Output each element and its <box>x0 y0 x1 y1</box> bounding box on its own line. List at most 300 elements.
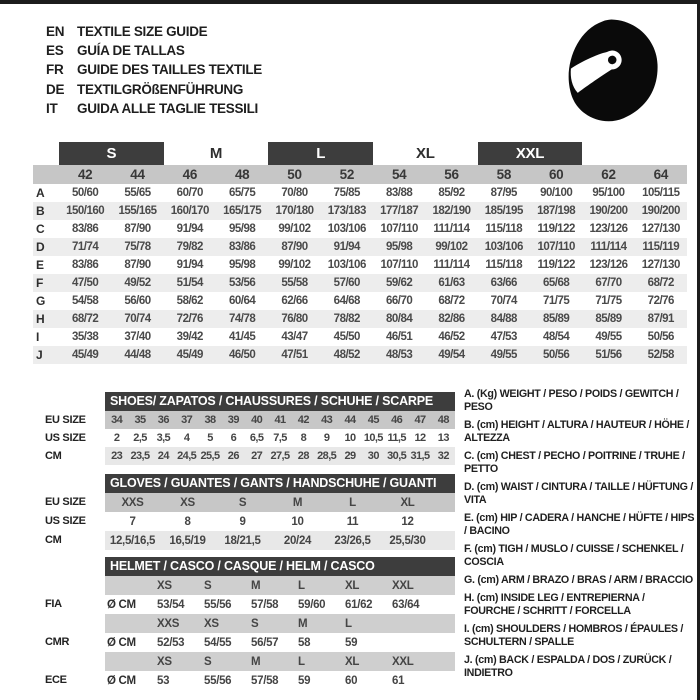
measurement-row <box>33 184 687 202</box>
size-cell: 65/75 <box>229 187 256 199</box>
measurement-row <box>33 220 687 238</box>
size-value-cell: 41 <box>274 414 286 426</box>
size-band-xxl: XXL <box>478 142 583 165</box>
size-value-cell: 6,5 <box>249 432 264 444</box>
size-value-cell: S <box>238 496 247 509</box>
size-cell: 90/100 <box>540 187 573 199</box>
size-cell: 76/80 <box>281 313 308 325</box>
row-letter: B <box>36 204 45 218</box>
row-letter: J <box>36 348 43 362</box>
helmet-section-title: HELMET / CASCO / CASQUE / HELM / CASCO <box>105 557 455 576</box>
measurement-row <box>33 274 687 292</box>
language-title: GUÍA DE TALLAS <box>77 43 185 59</box>
size-row-label: US SIZE <box>45 432 86 444</box>
size-cell: 182/190 <box>432 205 471 217</box>
size-cell: 50/60 <box>72 187 99 199</box>
size-value-cell: 42 <box>297 414 309 426</box>
helmet-size-label: XS <box>157 579 172 592</box>
size-value-cell: 5 <box>207 432 213 444</box>
size-value-cell: 12 <box>414 432 426 444</box>
size-cell: 103/106 <box>327 259 366 271</box>
helmet-size-label: XXL <box>392 655 414 668</box>
diameter-label: Ø CM <box>107 636 136 649</box>
size-value-cell: 8 <box>300 432 307 444</box>
size-value-cell: 38 <box>204 414 216 426</box>
size-cell: 48/52 <box>333 349 360 361</box>
size-cell: 56/60 <box>124 295 151 307</box>
size-value-cell: 23 <box>111 450 123 462</box>
size-value-cell: 36 <box>157 414 169 426</box>
size-value-cell: 9 <box>239 515 246 528</box>
size-value-cell: 10,5 <box>363 432 383 444</box>
size-cell: 70/80 <box>281 187 308 199</box>
size-cell: 35/38 <box>72 331 99 343</box>
helmet-size-spacer <box>105 576 155 595</box>
size-column-header: 46 <box>182 167 198 182</box>
size-cell: 85/89 <box>595 313 622 325</box>
size-value-row <box>105 512 455 531</box>
size-row-label: CM <box>45 450 62 462</box>
size-cell: 54/58 <box>72 295 99 307</box>
size-cell: 45/49 <box>176 349 203 361</box>
size-column-spacer <box>33 165 59 184</box>
size-cell: 46/50 <box>229 349 256 361</box>
org-label: CMR <box>45 636 70 648</box>
size-value-cell: 44 <box>344 414 356 426</box>
size-cell: 115/118 <box>485 259 523 271</box>
org-label-spacer <box>45 614 105 633</box>
helmet-value-cell: 59 <box>298 674 311 687</box>
size-cell: 51/56 <box>595 349 622 361</box>
size-value-cell: 7 <box>129 515 136 528</box>
helmet-section <box>45 557 455 690</box>
size-cell: 107/110 <box>380 259 418 271</box>
measurement-row <box>33 256 687 274</box>
size-cell: 87/95 <box>490 187 517 199</box>
gloves-size-grid <box>105 493 455 550</box>
size-cell: 119/122 <box>537 259 575 271</box>
size-value-cell: 20/24 <box>283 534 312 547</box>
size-column-header: 52 <box>339 167 355 182</box>
size-value-cell: 6 <box>230 432 237 444</box>
helmet-size-label: XL <box>345 579 360 592</box>
size-value-cell: L <box>349 496 356 509</box>
size-column-header: 64 <box>653 167 669 182</box>
size-cell: 66/70 <box>386 295 413 307</box>
size-cell: 111/114 <box>433 259 470 271</box>
helmet-size-label: XS <box>157 655 172 668</box>
helmet-size-grid <box>105 576 455 690</box>
size-cell: 85/92 <box>438 187 465 199</box>
size-cell: 83/86 <box>229 241 256 253</box>
helmet-value-row <box>105 671 455 690</box>
size-cell: 83/88 <box>386 187 413 199</box>
legend-item: C. (cm) CHEST / PECHO / POITRINE / TRUHE / PETTO <box>464 450 685 476</box>
size-column-header: 62 <box>601 167 616 182</box>
row-letter: H <box>36 312 45 326</box>
size-cell: 105/115 <box>642 187 680 199</box>
legend-item: J. (cm) BACK / ESPALDA / DOS / ZURÜCK / INDIETRO <box>464 653 672 679</box>
size-value-cell: 23,5 <box>130 450 150 462</box>
size-cell: 64/68 <box>333 295 360 307</box>
main-size-table <box>33 142 687 364</box>
size-value-cell: 9 <box>323 432 330 444</box>
language-title-list <box>46 22 262 118</box>
measurement-row <box>33 346 687 364</box>
helmet-value-cell: 59/60 <box>298 598 326 611</box>
legend-item: H. (cm) INSIDE LEG / ENTREPIERNA / FOURCHE / SCHRITT / FORCELLA <box>464 591 645 617</box>
language-row <box>46 22 262 41</box>
size-value-cell: 32 <box>437 450 449 462</box>
language-code: IT <box>46 100 58 116</box>
size-cell: 185/195 <box>484 205 523 217</box>
helmet-size-label <box>390 614 437 633</box>
size-column-header: 48 <box>234 167 250 182</box>
size-cell: 75/85 <box>333 187 360 199</box>
size-cell: 41/45 <box>229 331 256 343</box>
size-value-cell: 3,5 <box>156 432 171 444</box>
size-cell: 127/130 <box>641 223 680 235</box>
size-value-row <box>105 447 455 465</box>
size-value-cell: 25,5 <box>200 450 220 462</box>
size-cell: 49/55 <box>490 349 517 361</box>
size-value-cell: M <box>292 496 303 509</box>
measurement-legend <box>464 388 697 685</box>
size-value-cell: 8 <box>184 515 191 528</box>
size-value-cell: 43 <box>321 414 333 426</box>
size-cell: 83/86 <box>72 223 99 235</box>
helmet-size-label-row <box>105 576 455 595</box>
language-title: GUIDA ALLE TAGLIE TESSILI <box>77 100 258 116</box>
row-letter: A <box>36 186 45 200</box>
size-value-cell: 30 <box>367 450 379 462</box>
size-value-cell: 40 <box>251 414 263 426</box>
helmet-value-cell: 55/56 <box>204 674 232 687</box>
size-cell: 95/98 <box>386 241 413 253</box>
size-cell: 50/56 <box>647 331 674 343</box>
size-cell: 111/114 <box>433 223 470 235</box>
size-cell: 65/68 <box>543 277 570 289</box>
size-cell: 95/98 <box>229 259 256 271</box>
size-value-cell: 10 <box>291 515 304 528</box>
helmet-size-label: L <box>298 579 305 592</box>
helmet-value-cell: 63/64 <box>392 598 420 611</box>
size-value-row <box>105 411 455 429</box>
size-cell: 75/78 <box>124 241 151 253</box>
size-band-spacer <box>33 142 59 165</box>
size-column-header: 44 <box>130 167 145 182</box>
size-row-label: US SIZE <box>45 515 86 527</box>
size-cell: 80/84 <box>386 313 413 325</box>
size-cell: 103/106 <box>484 241 523 253</box>
size-value-cell: 35 <box>134 414 146 426</box>
language-row <box>46 99 262 118</box>
size-cell: 71/75 <box>595 295 622 307</box>
size-value-cell: 37 <box>181 414 193 426</box>
size-cell: 49/52 <box>124 277 151 289</box>
size-cell: 83/86 <box>72 259 99 271</box>
size-band-row <box>33 142 687 165</box>
helmet-value-cell: 58 <box>298 636 311 649</box>
helmet-size-label: L <box>345 617 352 630</box>
size-cell: 123/126 <box>589 259 628 271</box>
size-row-label: CM <box>45 534 62 546</box>
language-code: EN <box>46 24 65 39</box>
size-value-cell: 11,5 <box>387 432 406 444</box>
size-cell: 84/88 <box>490 313 517 325</box>
language-row <box>46 80 262 99</box>
helmet-size-label-row <box>105 614 455 633</box>
helmet-size-spacer <box>105 614 155 633</box>
size-value-cell: 4 <box>183 432 190 444</box>
size-value-cell: 26 <box>227 450 239 462</box>
size-value-cell: 31,5 <box>410 450 430 462</box>
size-cell: 57/60 <box>333 277 360 289</box>
helmet-value-cell: 54/55 <box>204 636 232 649</box>
legend-item: I. (cm) SHOULDERS / HOMBROS / ÉPAULES / SCHULTERN / SPALLE <box>464 622 684 648</box>
legend-item: A. (Kg) WEIGHT / PESO / POIDS / GEWITCH / PESO <box>464 388 679 414</box>
size-cell: 47/51 <box>281 349 308 361</box>
size-cell: 103/106 <box>327 223 366 235</box>
measurement-row <box>33 310 687 328</box>
helmet-value-cell: 57/58 <box>251 674 279 687</box>
size-column-header: 54 <box>391 167 407 182</box>
gloves-section-title: GLOVES / GUANTES / GANTS / HANDSCHUHE / GUANTI <box>105 474 455 493</box>
size-value-cell: XL <box>400 496 415 509</box>
size-cell: 68/72 <box>438 295 465 307</box>
helmet-value-cell: 53 <box>157 674 170 687</box>
shoes-row-labels <box>45 392 105 465</box>
size-band-xl: XL <box>416 145 435 162</box>
helmet-size-label: M <box>251 579 261 592</box>
row-letter: I <box>36 330 39 344</box>
size-cell: 155/165 <box>118 205 157 217</box>
size-cell: 91/94 <box>176 223 203 235</box>
size-cell: 59/62 <box>386 277 413 289</box>
size-value-cell: 34 <box>111 414 123 426</box>
size-cell: 127/130 <box>641 259 680 271</box>
size-value-cell: XXS <box>121 496 144 509</box>
size-value-cell: 2,5 <box>133 432 147 444</box>
size-value-cell: 7,5 <box>273 432 287 444</box>
shoes-section-title: SHOES/ ZAPATOS / CHAUSSURES / SCHUHE / SCARPE <box>105 392 455 411</box>
size-band-l: L <box>268 142 373 165</box>
size-cell: 160/170 <box>170 205 209 217</box>
size-cell: 111/114 <box>590 241 627 253</box>
helmet-size-spacer <box>105 652 155 671</box>
size-cell: 70/74 <box>490 295 517 307</box>
org-label-spacer <box>45 576 105 595</box>
size-value-cell: 45 <box>367 414 379 426</box>
size-cell: 48/54 <box>543 331 570 343</box>
language-code: FR <box>46 62 64 78</box>
size-cell: 115/119 <box>642 241 680 253</box>
size-cell: 177/187 <box>380 205 419 217</box>
size-band-spacer <box>582 142 634 165</box>
size-cell: 68/72 <box>647 277 674 289</box>
size-band-m: M <box>209 145 223 162</box>
size-cell: 71/75 <box>543 295 570 307</box>
language-code: DE <box>46 81 65 97</box>
size-cell: 55/65 <box>124 187 151 199</box>
size-value-cell: 2 <box>113 432 120 444</box>
size-cell: 187/198 <box>537 205 576 217</box>
size-value-cell: 29 <box>344 450 356 462</box>
size-cell: 95/100 <box>592 187 625 199</box>
size-cell: 87/91 <box>647 313 674 325</box>
org-label: ECE <box>45 674 67 686</box>
size-cell: 82/86 <box>438 313 465 325</box>
size-cell: 119/122 <box>537 223 575 235</box>
size-column-header: 60 <box>548 167 564 182</box>
size-column-header: 42 <box>77 167 93 182</box>
size-value-cell: 28 <box>297 450 309 462</box>
size-cell: 53/56 <box>229 277 256 289</box>
size-cell: 43/47 <box>281 331 308 343</box>
helmet-size-label: S <box>204 655 212 668</box>
size-value-cell: 13 <box>437 432 449 444</box>
helmet-size-label: XXL <box>392 579 414 592</box>
helmet-size-label: L <box>298 655 305 668</box>
size-cell: 46/51 <box>386 331 413 343</box>
size-cell: 70/74 <box>124 313 151 325</box>
size-cell: 52/58 <box>647 349 674 361</box>
size-column-header-row <box>33 165 687 184</box>
size-cell: 68/72 <box>72 313 99 325</box>
helmet-value-row <box>105 633 455 652</box>
helmet-size-label: S <box>251 617 259 630</box>
size-cell: 37/40 <box>124 331 151 343</box>
size-cell: 67/70 <box>595 277 622 289</box>
size-cell: 74/78 <box>229 313 256 325</box>
size-cell: 123/126 <box>589 223 628 235</box>
size-value-cell: 30,5 <box>387 450 407 462</box>
size-cell: 55/58 <box>281 277 308 289</box>
size-cell: 45/49 <box>72 349 99 361</box>
size-cell: 99/102 <box>278 223 311 235</box>
size-column-header: 58 <box>496 167 512 182</box>
helmet-value-cell: 60 <box>345 674 358 687</box>
legend-item: D. (cm) WAIST / CINTURA / TAILLE / HÜFTUNG / VITA <box>464 481 694 507</box>
size-column-header: 50 <box>287 167 302 182</box>
size-value-cell: 12,5/16,5 <box>109 534 156 547</box>
legend-item: F. (cm) TIGH / MUSLO / CUISSE / SCHENKEL / COSCIA <box>464 543 684 569</box>
measurement-row <box>33 202 687 220</box>
size-value-cell: 24,5 <box>177 450 197 462</box>
size-cell: 95/98 <box>229 223 256 235</box>
gloves-row-labels <box>45 474 105 550</box>
size-cell: 47/53 <box>490 331 517 343</box>
size-cell: 49/55 <box>595 331 622 343</box>
helmet-value-cell <box>390 633 437 652</box>
size-cell: 71/74 <box>72 241 99 253</box>
size-cell: 39/42 <box>176 331 203 343</box>
row-letter: G <box>36 294 45 308</box>
measurement-row <box>33 328 687 346</box>
size-cell: 50/56 <box>543 349 570 361</box>
helmet-value-cell: 57/58 <box>251 598 279 611</box>
size-cell: 170/180 <box>275 205 314 217</box>
size-cell: 150/160 <box>66 205 105 217</box>
size-cell: 85/89 <box>543 313 570 325</box>
helmet-size-label: M <box>298 617 308 630</box>
size-row-label: EU SIZE <box>45 414 86 426</box>
size-cell: 72/76 <box>176 313 203 325</box>
size-cell: 46/52 <box>438 331 465 343</box>
size-cell: 51/54 <box>176 277 203 289</box>
language-title: GUIDE DES TAILLES TEXTILE <box>77 62 263 78</box>
shoes-size-grid <box>105 411 455 465</box>
row-letter: D <box>36 240 45 254</box>
size-value-cell: 12 <box>401 515 414 528</box>
racing-helmet-icon <box>562 16 668 124</box>
size-value-cell: 47 <box>414 414 426 426</box>
size-row-label: EU SIZE <box>45 496 86 508</box>
size-cell: 107/110 <box>380 223 418 235</box>
size-cell: 62/66 <box>281 295 308 307</box>
size-cell: 115/118 <box>485 223 523 235</box>
size-value-cell: 16,5/19 <box>169 534 206 547</box>
helmet-org-labels <box>45 557 105 690</box>
size-band-s: S <box>59 142 164 165</box>
language-title: TEXTILGRÖßENFÜHRUNG <box>77 81 244 97</box>
size-cell: 99/102 <box>278 259 311 271</box>
helmet-size-label: XXS <box>157 617 180 630</box>
language-title: TEXTILE SIZE GUIDE <box>77 24 208 39</box>
measurement-row <box>33 292 687 310</box>
helmet-value-cell: 59 <box>345 636 358 649</box>
size-cell: 190/200 <box>641 205 680 217</box>
size-cell: 173/183 <box>327 205 366 217</box>
size-value-cell: 10 <box>344 432 356 444</box>
legend-item: G. (cm) ARM / BRAZO / BRAS / ARM / BRACCIO <box>464 574 693 586</box>
size-cell: 63/66 <box>490 277 517 289</box>
helmet-value-cell: 61/62 <box>345 598 373 611</box>
size-cell: 72/76 <box>647 295 674 307</box>
size-cell: 45/50 <box>333 331 360 343</box>
size-cell: 190/200 <box>589 205 628 217</box>
measurement-row <box>33 238 687 256</box>
size-cell: 91/94 <box>176 259 203 271</box>
size-cell: 47/50 <box>72 277 99 289</box>
size-cell: 87/90 <box>124 223 151 235</box>
size-value-cell: 11 <box>346 515 359 528</box>
size-cell: 99/102 <box>435 241 468 253</box>
size-value-cell: 48 <box>437 414 449 426</box>
org-label: FIA <box>45 598 62 610</box>
size-cell: 78/82 <box>333 313 360 325</box>
size-cell: 87/90 <box>124 259 151 271</box>
size-cell: 165/175 <box>223 205 262 217</box>
legend-item: B. (cm) HEIGHT / ALTURA / HAUTEUR / HÖHE / ALTEZZA <box>464 419 690 445</box>
language-code: ES <box>46 43 64 59</box>
helmet-value-row <box>105 595 455 614</box>
size-value-cell: 23/26,5 <box>334 534 371 547</box>
size-value-row <box>105 531 455 550</box>
size-column-header: 56 <box>444 167 459 182</box>
size-cell: 91/94 <box>333 241 360 253</box>
size-value-cell: 39 <box>227 414 239 426</box>
helmet-value-cell: 61 <box>392 674 405 687</box>
size-value-row <box>105 429 455 447</box>
language-row <box>46 41 262 60</box>
size-cell: 48/53 <box>386 349 413 361</box>
size-value-cell: 27 <box>251 450 263 462</box>
helmet-size-label: S <box>204 579 212 592</box>
helmet-size-label: M <box>251 655 261 668</box>
size-cell: 61/63 <box>438 277 465 289</box>
size-cell: 87/90 <box>281 241 308 253</box>
